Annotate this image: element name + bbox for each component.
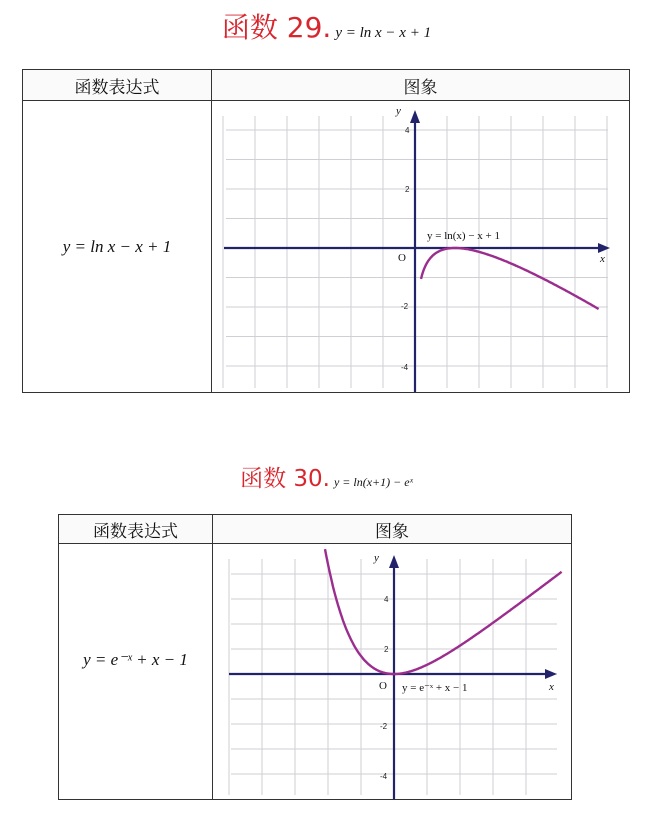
expression-cell: y = ln x − x + 1 [23,101,212,393]
y-axis-arrow [389,555,399,568]
tick-label-y4: 4 [384,594,389,604]
tick-label-yn4: -4 [380,771,388,781]
tick-label-y2: 2 [405,184,410,194]
graph-plot [213,545,571,799]
y-axis-label: y [396,104,401,117]
heading-function-29 [0,6,653,46]
graph-cell [212,101,630,393]
header-expression: 函数表达式 [59,515,213,544]
function-table-30 [58,514,572,800]
heading-title: 函数 29. [221,11,332,44]
header-expression: 函数表达式 [23,70,212,101]
origin-label: O [398,251,406,264]
graph-plot [212,102,628,392]
header-graph: 图象 [213,515,572,544]
curve [421,248,599,309]
y-axis-arrow [410,110,420,123]
tick-label-y4: 4 [405,125,410,135]
origin-label: O [379,679,387,692]
tick-label-yn2: -2 [401,301,409,311]
x-axis-label: x [549,680,554,693]
curve-label: y = ln(x) − x + 1 [427,229,500,242]
header-graph: 图象 [212,70,630,101]
curve-label: y = e⁻ˣ + x − 1 [402,681,468,694]
x-axis-arrow [545,669,557,679]
function-table-29 [22,69,630,393]
tick-label-yn2: -2 [380,721,388,731]
heading-formula: y = ln x − x + 1 [335,25,432,41]
tick-label-yn4: -4 [401,362,409,372]
heading-function-30 [0,460,653,493]
heading-formula: y = ln(x+1) − eˣ [333,475,413,489]
x-axis-label: x [600,252,605,265]
graph-cell [213,544,572,800]
y-axis-label: y [374,551,379,564]
tick-label-y2: 2 [384,644,389,654]
expression-cell: y = e⁻ˣ + x − 1 [59,544,213,800]
heading-title: 函数 30. [240,466,330,492]
x-axis-arrow [598,243,610,253]
